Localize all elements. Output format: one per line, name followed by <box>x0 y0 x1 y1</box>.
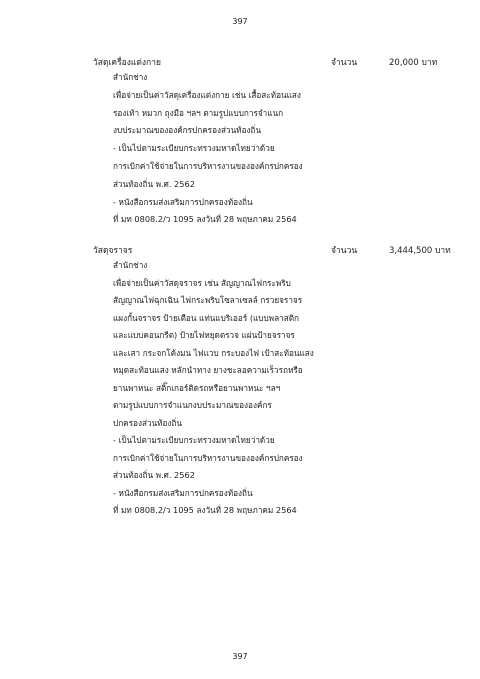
quantity-label: จำนวน <box>331 246 358 256</box>
description-line: - เป็นไปตามระเบียบกระทรวงมหาดไทยว่าด้วย <box>113 143 275 154</box>
description-line: สัญญาณไฟฉุกเฉิน ไฟกระพริบโซลาเซลล์ กรวยจราจร <box>113 295 303 305</box>
description-line: ที่ มท 0808.2/ว 1095 ลงวันที่ 28 พฤษภาคม 2564 <box>113 505 297 515</box>
description-line: ที่ มท 0808.2/ว 1095 ลงวันที่ 28 พฤษภาคม 2564 <box>113 214 297 225</box>
description-line: เพื่อจ่ายเป็นค่าวัสดุเครื่องแต่งกาย เช่น เสื้อสะท้อนแสง <box>113 89 301 100</box>
budget-item-title: วัสดุจราจร <box>93 246 133 256</box>
description-line: และเสา กระจกโค้งมน ไฟแวบ กระบองไฟ เป้าสะท้อนแสง <box>113 347 314 358</box>
description-line: รองเท้า หมวก ถุงมือ ฯลฯ ตามรูปแบบการจำแนก <box>113 107 284 118</box>
budget-item-traffic <box>93 243 453 520</box>
description-line: แผงกั้นจราจร ป้ายเตือน แท่นแบริเออร์ (แบบพลาสติก <box>113 312 299 323</box>
description-line: การเบิกค่าใช้จ่ายในการบริหารงานขององค์กรปกครอง <box>113 452 303 463</box>
description-line: - เป็นไปตามระเบียบกระทรวงมหาดไทยว่าด้วย <box>113 435 275 445</box>
budget-amount: 20,000 บาท <box>389 58 438 68</box>
description-line: - หนังสือกรมส่งเสริมการปกครองท้องถิ่น <box>113 196 253 207</box>
page-number-top: 397 <box>232 17 248 26</box>
description-line: ตามรูปแบบการจำแนกงบประมาณขององค์กร <box>113 400 272 410</box>
budget-item-description <box>113 257 453 520</box>
description-line: สำนักช่าง <box>113 260 148 270</box>
description-line: สำนักช่าง <box>113 72 148 82</box>
budget-item-header <box>93 55 453 69</box>
description-line: หมุดสะท้อนแสง หลักนำทาง ยางชะลอความเร็วรถหรือ <box>113 365 303 375</box>
quantity-label: จำนวน <box>331 58 358 68</box>
description-line: ปกครองส่วนท้องถิ่น <box>113 417 183 428</box>
description-line: - หนังสือกรมส่งเสริมการปกครองท้องถิ่น <box>113 487 253 498</box>
budget-item-title: วัสดุเครื่องแต่งกาย <box>93 58 161 68</box>
description-line: การเบิกค่าใช้จ่ายในการบริหารงานขององค์กรปกครอง <box>113 160 303 171</box>
description-line: เพื่อจ่ายเป็นค่าวัสดุจราจร เช่น สัญญาณไฟกระพริบ <box>113 277 291 288</box>
description-line: ส่วนท้องถิ่น พ.ศ. 2562 <box>113 178 195 189</box>
budget-item-header <box>93 243 453 257</box>
budget-item-clothing <box>93 55 453 229</box>
budget-amount: 3,444,500 บาท <box>389 246 451 256</box>
page-number-bottom: 397 <box>232 652 248 661</box>
description-line: ส่วนท้องถิ่น พ.ศ. 2562 <box>113 470 195 480</box>
description-line: ยานพาหนะ สติ๊กเกอร์ติดรถหรือยานพาหนะ ฯลฯ <box>113 382 281 393</box>
description-line: และแบบคอนกรีต) ป้ายไฟหยุดตรวจ แผ่นป้ายจราจร <box>113 330 295 340</box>
description-line: งบประมาณขององค์กรปกครองส่วนท้องถิ่น <box>113 125 262 136</box>
budget-item-description <box>113 69 453 229</box>
